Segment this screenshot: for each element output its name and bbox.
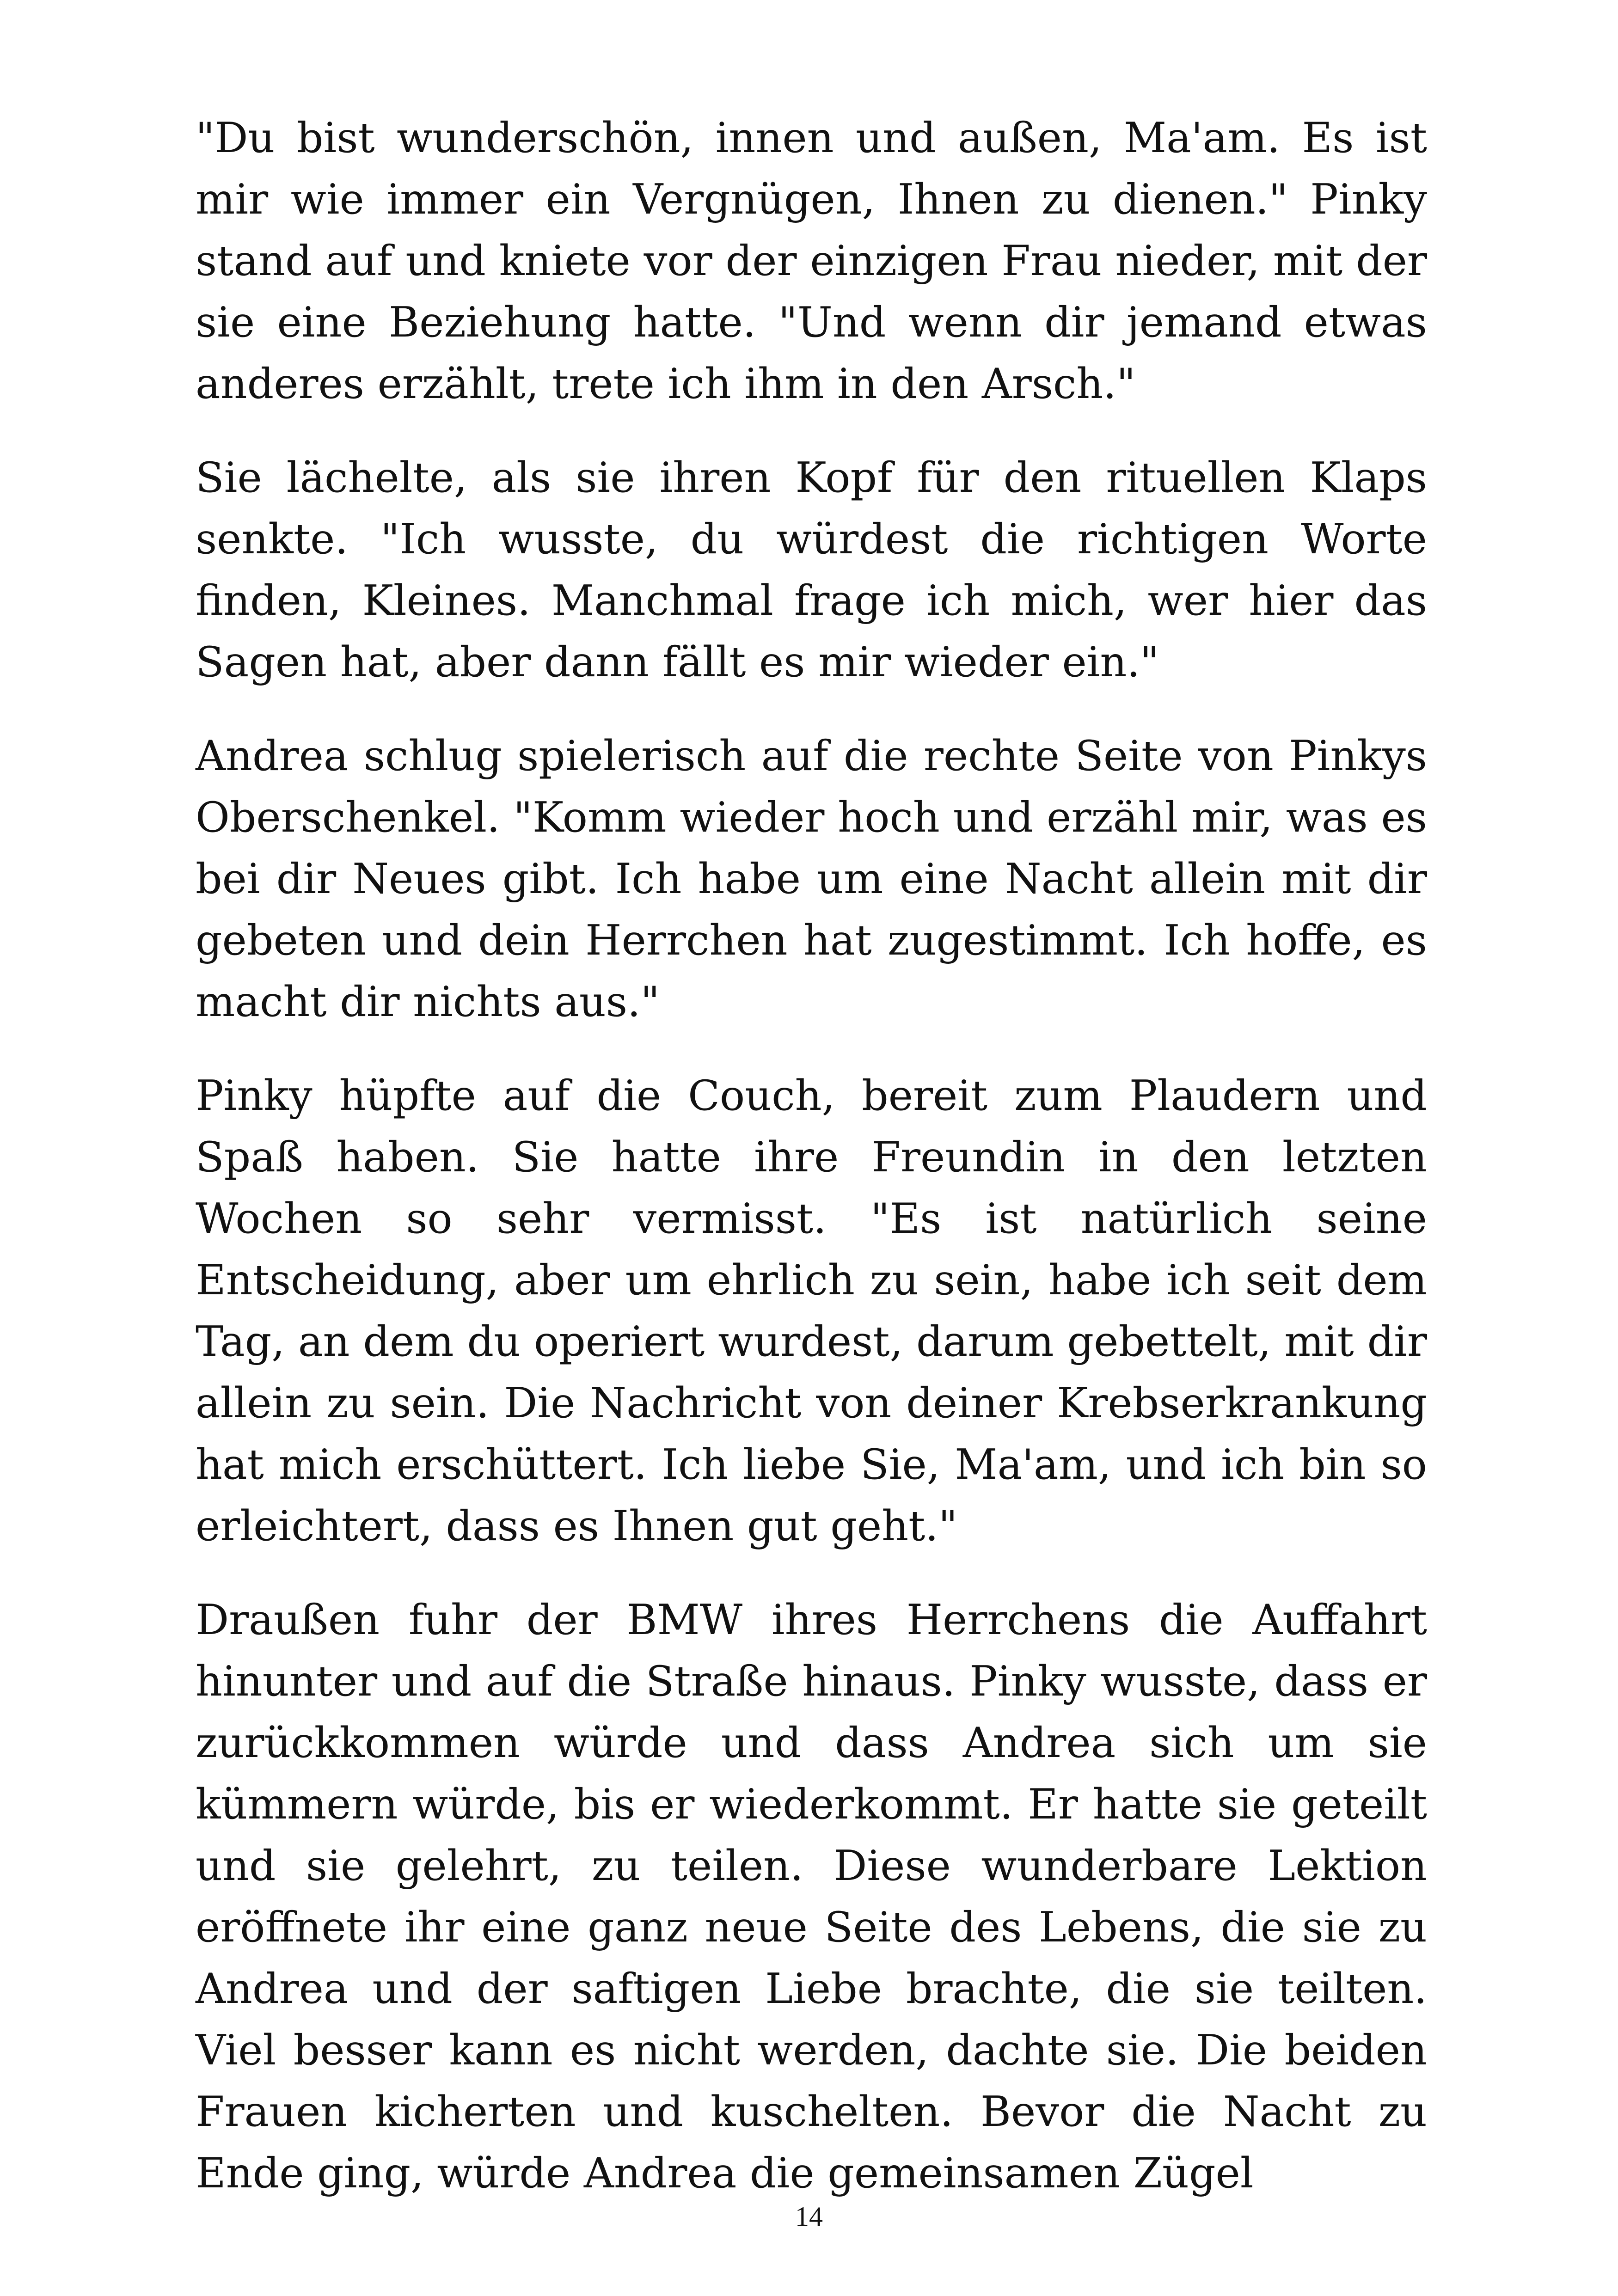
- page-number: 14: [795, 2201, 823, 2232]
- paragraph: Pinky hüpfte auf die Couch, bereit zum Plaudern und Spaß haben. Sie hatte ihre Freundin in den letzten Wochen so sehr vermisst. "Es ist natürlich seine Entscheidung, aber um ehrlich zu sein, habe ich seit dem Tag, an dem du operiert wurdest, darum gebettelt, mit dir allein zu sein. Die Nachricht von deiner Krebserkrankung hat mich erschüttert. Ich liebe Sie, Ma'am, und ich bin so erleichtert, dass es Ihnen gut geht.": [196, 1071, 1427, 1550]
- paragraph: Sie lächelte, als sie ihren Kopf für den rituellen Klaps senkte. "Ich wusste, du würdest die richtigen Worte finden, Kleines. Manchmal frage ich mich, wer hier das Sagen hat, aber dann fällt es mir wieder ein.": [196, 453, 1427, 686]
- paragraph: Andrea schlug spielerisch auf die rechte Seite von Pinkys Oberschenkel. "Komm wieder hoch und erzähl mir, was es bei dir Neues gibt. Ich habe um eine Nacht allein mit dir gebeten und dein Herrchen hat zugestimmt. Ich hoffe, es macht dir nichts aus.": [196, 732, 1427, 1026]
- body-text: [196, 107, 1427, 2236]
- paragraph: Draußen fuhr der BMW ihres Herrchens die Auffahrt hinunter und auf die Straße hinaus. Pinky wusste, dass er zurückkommen würde und dass Andrea sich um sie kümmern würde, bis er wiederkommt. Er hatte sie geteilt und sie gelehrt, zu teilen. Diese wunderbare Lektion eröffnete ihr eine ganz neue Seite des Lebens, die sie zu Andrea und der saftigen Liebe brachte, die sie teilten. Viel besser kann es nicht werden, dachte sie. Die beiden Frauen kicherten und kuschelten. Bevor die Nacht zu Ende ging, würde Andrea die gemeinsamen Zügel: [196, 1596, 1427, 2198]
- paragraph: "Du bist wunderschön, innen und außen, Ma'am. Es ist mir wie immer ein Vergnügen, Ihnen zu dienen." Pinky stand auf und kniete vor der einzigen Frau nieder, mit der sie eine Beziehung hatte. "Und wenn dir jemand etwas anderes erzählt, trete ich ihm in den Arsch.": [196, 114, 1427, 408]
